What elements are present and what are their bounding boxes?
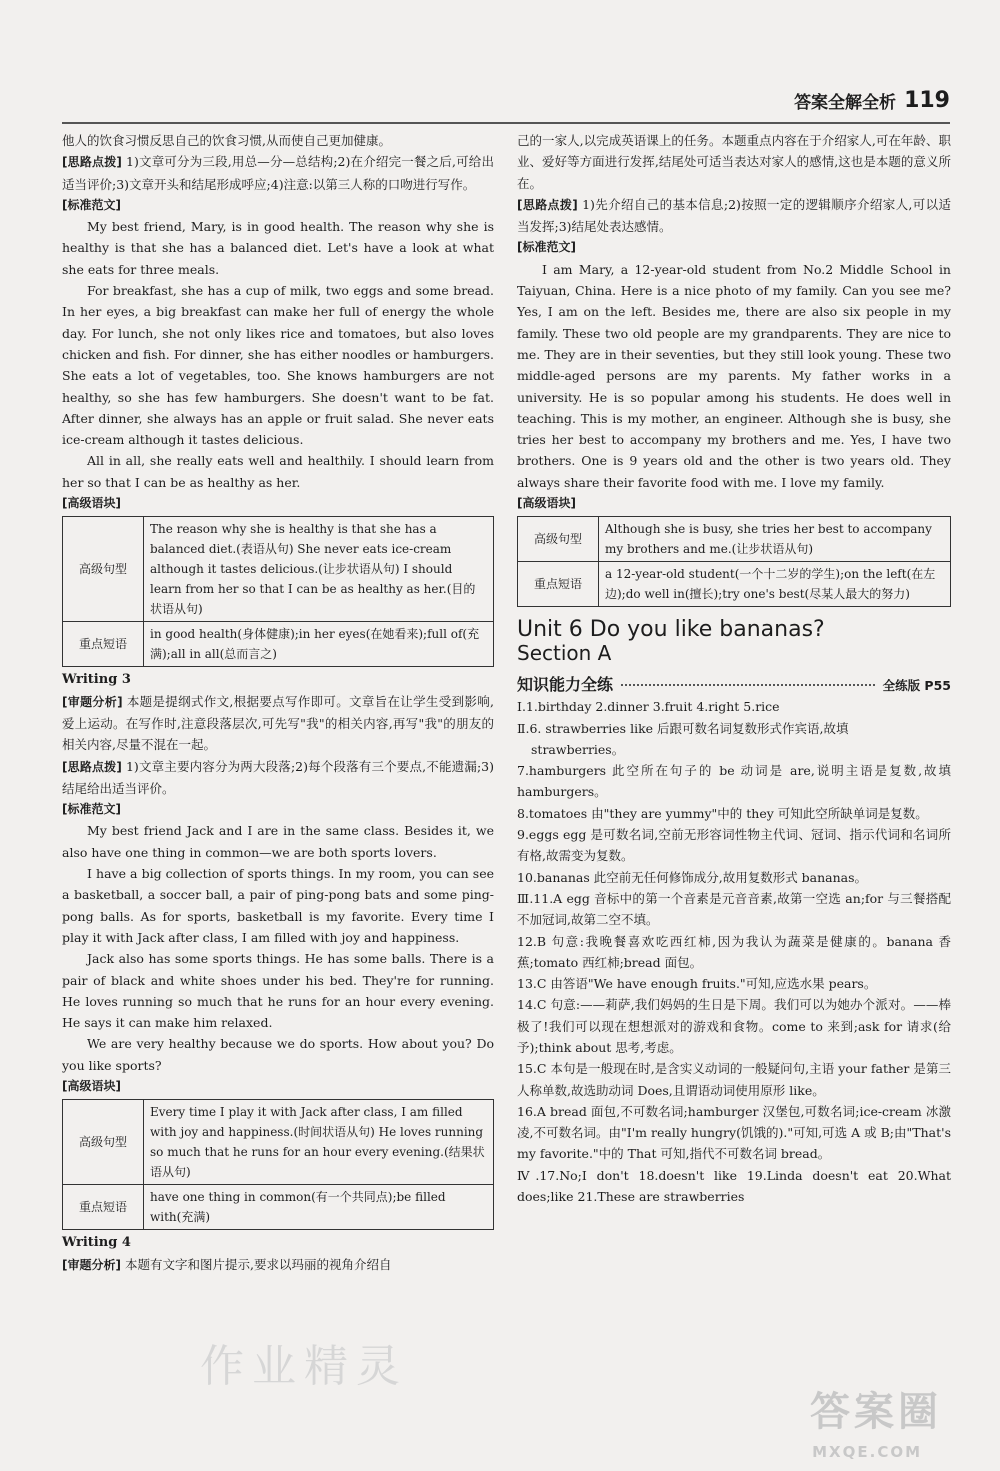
analysis-label: [审题分析] bbox=[62, 1257, 121, 1272]
answer: Ⅰ.1.birthday 2.dinner 3.fruit 4.right 5.rice bbox=[517, 699, 780, 715]
drill-heading bbox=[517, 674, 951, 696]
table-key: 高级句型 bbox=[518, 517, 599, 562]
watermark-left: 作业精灵 bbox=[200, 1341, 408, 1392]
table-value: The reason why she is healthy is that she has a balanced diet.(表语从句) She never eats ice-cream although it tastes delicious.(让步状语从句) I should learn from her so that I can be as healthy as her.(目的状语从句) bbox=[144, 517, 494, 622]
answer: Ⅳ.17.No;I don't 18.doesn't like 19.Linda doesn't eat 20.What does;like 21.These are strawberries bbox=[517, 1167, 951, 1205]
leader-dots bbox=[621, 684, 875, 686]
answer: 7.hamburgers 此空所在句子的 be 动词是 are,说明主语是复数,故填 hamburgers。 bbox=[517, 763, 951, 800]
answer: strawberries。 bbox=[531, 741, 625, 757]
section-title: Section A bbox=[517, 640, 612, 665]
unit-title: Unit 6 Do you like bananas? bbox=[517, 617, 825, 643]
writing-title: Writing 3 bbox=[62, 672, 131, 688]
table-key: 重点短语 bbox=[63, 1185, 144, 1230]
tip-text: 1)文章主要内容分为两大段落;2)每个段落有三个要点,不能遗漏;3)结尾给出适当评价。 bbox=[62, 758, 494, 796]
tip-text: 1)先介绍自己的基本信息;2)按照一定的逻辑顺序介绍家人,可以适当发挥;3)结尾处表达感情。 bbox=[517, 196, 951, 235]
essay-paragraph: All in all, she really eats well and healthily. I should learn from her so that I can be as healthy as her. bbox=[62, 453, 494, 490]
tip-label: [思路点拨] bbox=[62, 155, 122, 170]
analysis-label: [审题分析] bbox=[62, 694, 123, 709]
answer: 8.tomatoes 由"they are yummy"中的 they 可知此空所缺单词是复数。 bbox=[517, 805, 928, 821]
watermark-url: MXQE.COM bbox=[812, 1443, 922, 1461]
right-column bbox=[517, 130, 951, 1207]
paragraph bbox=[62, 756, 494, 800]
answer: 14.C 句意:——莉萨,我们妈妈的生日是下周。我们可以为她办个派对。——棒极了!我们可以现在想想派对的游戏和食物。come to 来到;ask for 请求(给予);think about 思考,考虑。 bbox=[517, 997, 951, 1055]
answer: 10.bananas 此空前无任何修饰成分,故用复数形式 bananas。 bbox=[517, 869, 868, 885]
table-key: 重点短语 bbox=[518, 562, 599, 607]
left-column bbox=[62, 130, 494, 1276]
paragraph bbox=[62, 691, 494, 756]
essay-paragraph: I am Mary, a 12-year-old student from No.2 Middle School in Taiyuan, China. Here is a nice photo of my family. Can you see me? Yes, I am on the left. Besides me, there are also six people in my family. These two old people are my grandparents. They are nice to me. They are in their seventies, but they still look young. These two middle-aged persons are my parents. My father works in a university. He is so popular among his students. He does well in teaching. This is my mother, an engineer. Although she is busy, she tries her best to accompany my brothers and me. Yes, I have two brothers. One is 9 years old and the other is two years old. They always share their favorite food with me. I love my family. bbox=[517, 261, 951, 490]
essay-paragraph: My best friend Jack and I are in the same class. Besides it, we also have one thing in common—we are both sports lovers. bbox=[62, 823, 494, 860]
chunks-label: [高级语块] bbox=[62, 1078, 121, 1093]
page-number: 119 bbox=[904, 88, 950, 113]
table-key: 重点短语 bbox=[63, 622, 144, 667]
chunks-table bbox=[517, 516, 951, 607]
page-header bbox=[794, 88, 950, 113]
paragraph bbox=[517, 194, 951, 238]
paragraph: 己的一家人,以完成英语课上的任务。本题重点内容在于介绍家人,可在年龄、职业、爱好等方面进行发挥,结尾处可适当表达对家人的感情,这也是本题的意义所在。 bbox=[517, 133, 951, 191]
drill-page-ref: 全练版 P55 bbox=[882, 677, 951, 693]
writing-title: Writing 4 bbox=[62, 1235, 131, 1251]
essay-paragraph: For breakfast, she has a cup of milk, two eggs and some bread. In her eyes, a big breakfast can make her full of energy the whole day. For lunch, she not only likes rice and tomatoes, but also loves chicken and fish. For dinner, she has either noodles or hamburgers. She eats a lot of vegetables, too. She knows hamburgers are not healthy, so she has few hamburgers. She doesn't want to be fat. After dinner, she always has an apple or fruit salad. She never eats ice-cream although it tastes delicious. bbox=[62, 283, 494, 448]
analysis-text: 本题有文字和图片提示,要求以玛丽的视角介绍自 bbox=[124, 1256, 392, 1272]
paragraph bbox=[62, 1254, 494, 1276]
table-value: Although she is busy, she tries her best to accompany my brothers and me.(让步状语从句) bbox=[599, 517, 951, 562]
answer: 9.eggs egg 是可数名词,空前无形容词性物主代词、冠词、指示代词和名词所有格,故需变为复数。 bbox=[517, 827, 951, 864]
model-label: [标准范文] bbox=[517, 240, 576, 255]
table-value: a 12-year-old student(一个十二岁的学生);on the left(在左边);do well in(擅长);try one's best(尽某人最大的努力) bbox=[599, 562, 951, 607]
header-title: 答案全解全析 bbox=[794, 93, 897, 113]
answer: 15.C 本句是一般现在时,是含实义动词的一般疑问句,主语 your father 是第三人称单数,故选助动词 Does,且谓语动词使用原形 like。 bbox=[517, 1061, 951, 1098]
answer: Ⅱ.6. strawberries like 后跟可数名词复数形式作宾语,故填 bbox=[517, 720, 849, 736]
paragraph bbox=[62, 151, 494, 195]
table-value: have one thing in common(有一个共同点);be filled with(充满) bbox=[144, 1185, 494, 1230]
chunks-label: [高级语块] bbox=[517, 496, 576, 511]
answer: Ⅲ.11.A egg 音标中的第一个音素是元音音素,故第一空选 an;for 与三餐搭配不加冠词,故第二空不填。 bbox=[517, 890, 951, 928]
tip-text: 1)文章可分为三段,用总—分—总结构;2)在介绍完一餐之后,可给出适当评价;3)文章开头和结尾形成呼应;4)注意:以第三人称的口吻进行写作。 bbox=[62, 154, 494, 192]
essay-paragraph: Jack also has some sports things. He has some balls. There is a pair of black and white shoes under his bed. They're for running. He loves running so much that he runs for an hour every evening. He says it can make him relaxed. bbox=[62, 951, 494, 1031]
chunks-table bbox=[62, 1099, 494, 1230]
essay-paragraph: My best friend, Mary, is in good health. The reason why she is healthy is that she has a balanced diet. Let's have a look at what she eats for three meals. bbox=[62, 219, 494, 277]
tip-label: [思路点拨] bbox=[62, 759, 122, 774]
table-key: 高级句型 bbox=[63, 1100, 144, 1185]
header-rule bbox=[62, 122, 950, 124]
tip-label: [思路点拨] bbox=[517, 197, 578, 212]
answer: 13.C 由答语"We have enough fruits."可知,应选水果 pears。 bbox=[517, 976, 877, 992]
essay-paragraph: I have a big collection of sports things. In my room, you can see a basketball, a soccer ball, a pair of ping-pong bats and some ping-pong balls. As for sports, basketball is my favorite. Every time I play it with Jack after class, I am filled with joy and happiness. bbox=[62, 866, 494, 945]
chunks-label: [高级语块] bbox=[62, 496, 121, 511]
answer: 12.B 句意:我晚餐喜欢吃西红柿,因为我认为蔬菜是健康的。banana 香蕉;tomato 西红柿;bread 面包。 bbox=[517, 933, 951, 970]
watermark-logo: 答案圈 bbox=[810, 1389, 942, 1435]
analysis-text: 本题是提纲式作文,根据要点写作即可。文章旨在让学生受到影响,爱上运动。在写作时,注意段落层次,可先写"我"的相关内容,再写"我"的朋友的相关内容,尽量不混在一起。 bbox=[62, 693, 494, 753]
model-label: [标准范文] bbox=[62, 197, 121, 212]
paragraph: 他人的饮食习惯反思自己的饮食习惯,从而使自己更加健康。 bbox=[62, 133, 391, 148]
model-label: [标准范文] bbox=[62, 802, 121, 817]
answer: 16.A bread 面包,不可数名词;hamburger 汉堡包,可数名词;ice-cream 冰激凌,不可数名词。由"I'm really hungry(饥饿的)."可知,可选 A 或 B;由"That's my favorite."中的 That 可知,指代不可数名词 bread。 bbox=[517, 1103, 951, 1162]
table-key: 高级句型 bbox=[63, 517, 144, 622]
essay-paragraph: We are very healthy because we do sports. How about you? Do you like sports? bbox=[62, 1036, 494, 1073]
chunks-table bbox=[62, 516, 494, 667]
table-value: in good health(身体健康);in her eyes(在她看来);full of(充满);all in all(总而言之) bbox=[144, 622, 494, 667]
drill-label: 知识能力全练 bbox=[517, 674, 614, 694]
table-value: Every time I play it with Jack after class, I am filled with joy and happiness.(时间状语从句) He loves running so much that he runs for an hour every evening.(结果状语从句) bbox=[144, 1100, 494, 1185]
